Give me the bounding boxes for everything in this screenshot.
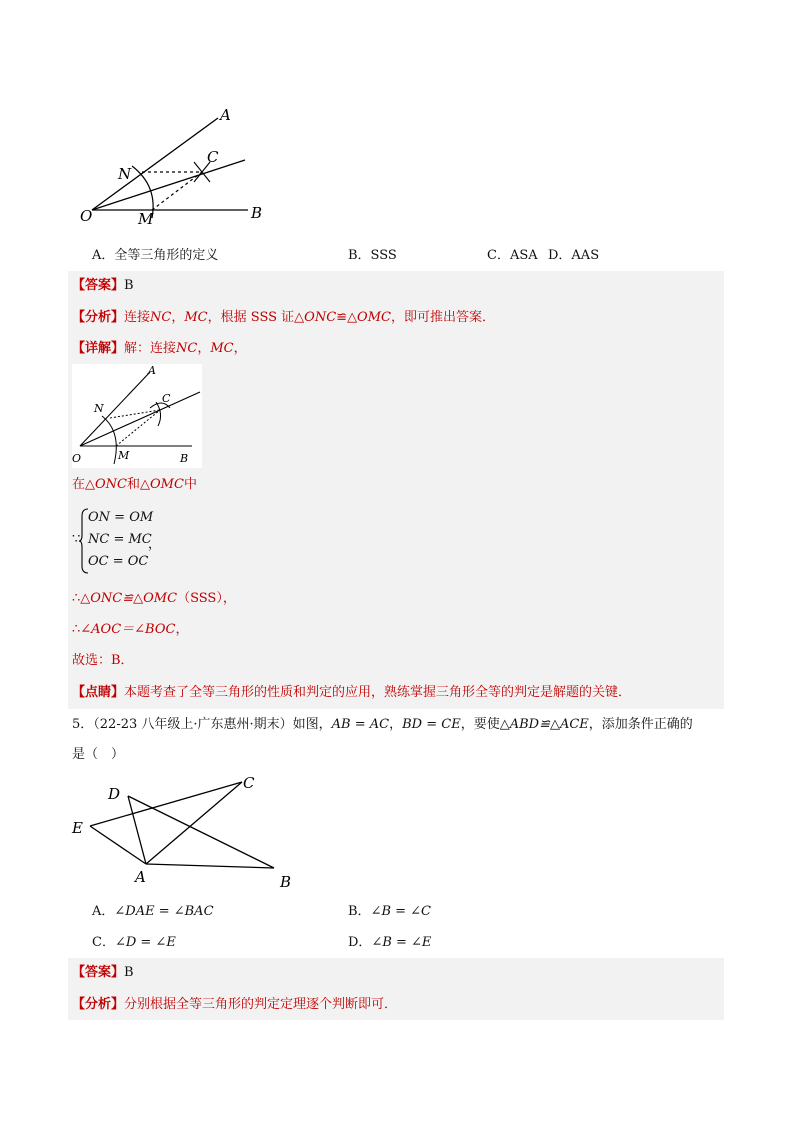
- answer-tag: 【答案】: [72, 965, 125, 980]
- fig1-label-c: C: [207, 148, 219, 166]
- figure-solution-diagram: [72, 364, 202, 468]
- q4-comment: [72, 684, 631, 702]
- fig2-label-n: N: [94, 402, 104, 415]
- fig3-label-b: B: [280, 873, 292, 891]
- figure-triangles: [70, 772, 300, 892]
- q4-because-symbol: ∵: [72, 532, 81, 547]
- q5-stem-line1: 5．（22-23 八年级上·广东惠州·期末）如图，AB = AC，BD = CE，要使△ABD≌△ACE，添加条件正确的: [72, 717, 693, 732]
- fig2-label-m: M: [118, 449, 130, 462]
- fig1-label-a: A: [220, 106, 231, 124]
- figure-angle-bisector: [70, 100, 270, 230]
- fig2-label-o: O: [72, 452, 82, 465]
- fig3-label-c: C: [243, 774, 255, 792]
- fig1-label-m: M: [138, 210, 154, 228]
- fig3-label-a: A: [135, 868, 146, 886]
- answer-value: B: [124, 965, 134, 980]
- q5-option-c: C．∠D = ∠E: [92, 935, 176, 950]
- q4-answer: [72, 277, 134, 295]
- q5-analysis: [72, 996, 397, 1014]
- q5-stem-line2: 是（ ）: [72, 747, 125, 762]
- q5-option-d: D．∠B = ∠E: [348, 935, 432, 950]
- analysis-text: 分别根据全等三角形的判定定理逐个判断即可．: [124, 997, 398, 1012]
- system-eq-1: ON = OM: [88, 510, 154, 525]
- q4-analysis: [72, 309, 495, 327]
- answer-value: B: [124, 278, 134, 293]
- analysis-tag: 【分析】: [72, 310, 125, 325]
- detail-tag: 【详解】: [72, 341, 125, 356]
- q4-therefore-2: ∴∠AOC＝∠BOC，: [72, 622, 189, 637]
- fig1-label-b: B: [251, 204, 263, 222]
- fig1-label-n: N: [118, 165, 132, 183]
- system-eq-2: NC = MC: [88, 532, 152, 547]
- q4-therefore-1: ∴△ONC≌△OMC（SSS），: [72, 591, 236, 606]
- fig2-label-a: A: [148, 364, 156, 377]
- q4-in-triangles: 在△ONC和△OMC中: [72, 477, 197, 492]
- answer-tag: 【答案】: [72, 278, 125, 293]
- q5-option-b: B．∠B = ∠C: [348, 904, 432, 919]
- analysis-text: 连接NC，MC，根据 SSS 证△ONC≌△OMC，即可推出答案．: [124, 310, 495, 325]
- analysis-tag: 【分析】: [72, 997, 125, 1012]
- q4-option-d: D．AAS: [548, 248, 600, 263]
- comment-text: 本题考查了全等三角形的性质和判定的应用，熟练掌握三角形全等的判定是解题的关键．: [124, 685, 632, 700]
- q4-detail: [72, 340, 247, 358]
- fig3-label-e: E: [72, 819, 83, 837]
- detail-text: 解：连接NC，MC，: [124, 341, 247, 356]
- q4-option-b: B．SSS: [348, 248, 397, 263]
- q4-option-a: A．全等三角形的定义: [92, 248, 219, 263]
- q4-option-c: C．ASA: [487, 248, 538, 263]
- q5-option-a: A．∠DAE = ∠BAC: [92, 904, 214, 919]
- q5-answer: [72, 964, 134, 982]
- fig1-label-o: O: [80, 207, 93, 225]
- fig2-label-c: C: [162, 392, 171, 405]
- fig2-label-b: B: [180, 452, 189, 465]
- fig3-label-d: D: [108, 785, 121, 803]
- system-eq-3: OC = OC: [88, 554, 149, 569]
- q4-choose: 故选：B．: [72, 653, 134, 668]
- system-end: ，: [148, 537, 162, 552]
- comment-tag: 【点睛】: [72, 685, 125, 700]
